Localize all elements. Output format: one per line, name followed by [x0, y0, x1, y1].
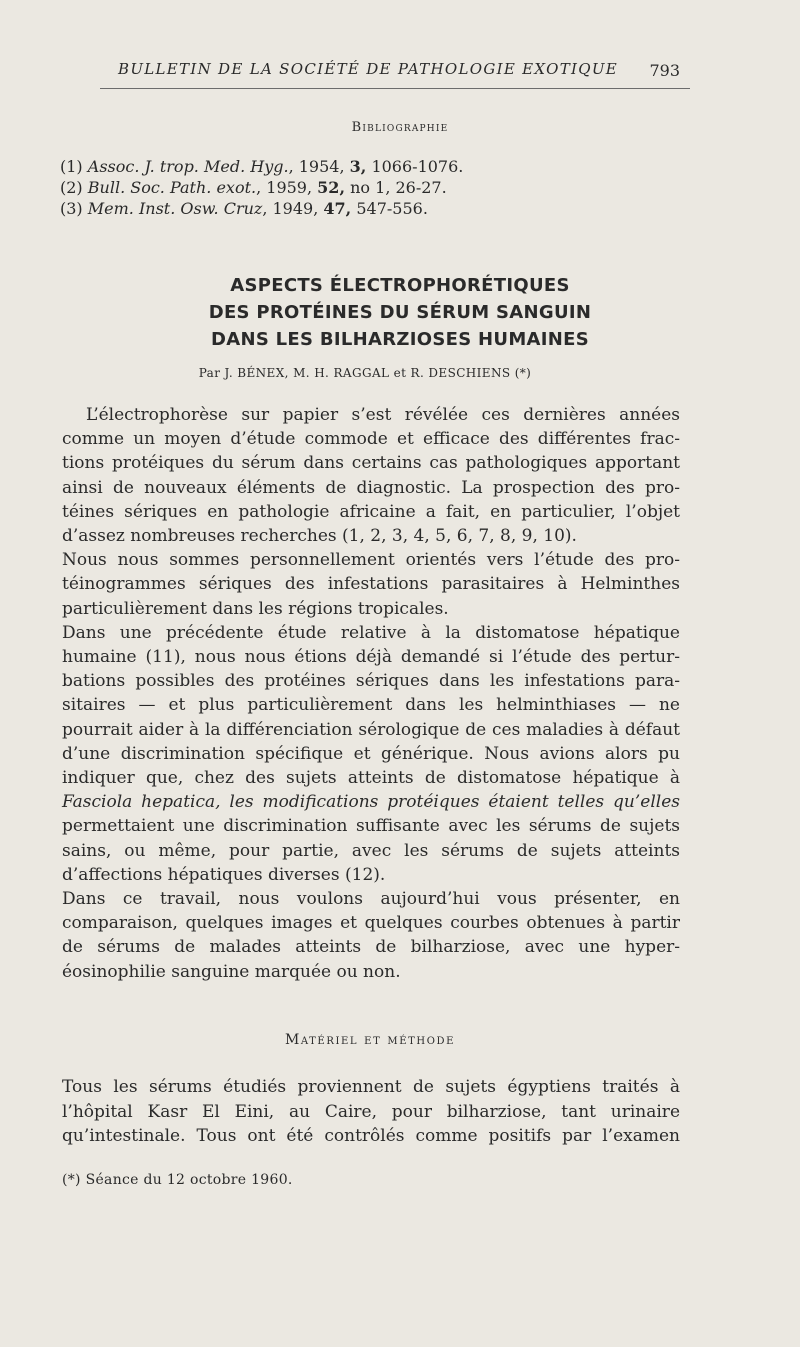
article-body [62, 403, 680, 984]
bibliography-heading: Bibliographie [351, 120, 449, 135]
journal-title: BULLETIN DE LA SOCIÉTÉ DE PATHOLOGIE EXOTIQUE [118, 60, 619, 78]
paragraph: Dans une précédente étude relative à la distomatose hépatique humaine (11), nous nous étions déjà demandé si l’étude des pertur- bations possibles des protéines sériques dans les infestations para- sitaires — et plus particulièrement dans les helminthiases — ne pourrait aider à la différenciation sérologique de ces maladies à défaut d’une discrimination spécifique et générique. Nous avions alors pu indiquer que, chez des sujets atteints de distomatose hépatique à Fasciola hepatica, les modifications protéiques étaient telles qu’elles permettaient une discrimination suffisante avec les sérums de sujets sains, ou même, pour partie, avec les sérums de sujets atteints d’affections hépatiques diverses (12). [62, 622, 680, 885]
paragraph: L’électrophorèse sur papier s’est révélée ces dernières années comme un moyen d’étude commode et efficace des différentes frac- tions protéiques du sérum dans certains cas pathologiques apportant ainsi de nouveaux éléments de diagnostic. La prospection des pro- téines sériques en pathologie africaine a fait, en particulier, l’objet d’assez nombreuses recherches (1, 2, 3, 4, 5, 6, 7, 8, 9, 10). [62, 405, 680, 547]
reference-list [60, 156, 760, 219]
page-number: 793 [649, 61, 680, 80]
section-body: Tous les sérums étudiés proviennent de sujets égyptiens traités à l’hôpital Kasr El Eini, au Caire, pour bilharziose, tant urinaire qu’intestinale. Tous ont été contrôlés comme positifs par l’examen [62, 1077, 680, 1146]
paragraph: Nous nous sommes personnellement orientés vers l’étude des pro- téinogrammes sériques des infestations parasitaires à Helminthes particulièrement dans les régions tropicales. [62, 550, 680, 619]
paragraph: Dans ce travail, nous voulons aujourd’hui vous présenter, en comparaison, quelques images et quelques courbes obtenues à partir de sérums de malades atteints de bilharziose, avec une hyper- éosinophilie sanguine marquée ou non. [62, 889, 680, 982]
running-header [100, 60, 690, 89]
author-line: Par J. BÉNEX, M. H. RAGGAL et R. DESCHIENS (*) [198, 366, 532, 380]
footnote: (*) Séance du 12 octobre 1960. [62, 1172, 293, 1188]
reference-item: (1) Assoc. J. trop. Med. Hyg., 1954, 3, 1066-1076. [60, 157, 464, 176]
reference-item: (2) Bull. Soc. Path. exot., 1959, 52, no 1, 26-27. [60, 178, 447, 197]
section-heading: Matériel et méthode [284, 1032, 456, 1048]
article-title: ASPECTS ÉLECTROPHORÉTIQUES DES PROTÉINES DU SÉRUM SANGUIN DANS LES BILHARZIOSES HUMAINES [208, 275, 592, 350]
reference-item: (3) Mem. Inst. Osw. Cruz, 1949, 47, 547-556. [60, 199, 428, 218]
